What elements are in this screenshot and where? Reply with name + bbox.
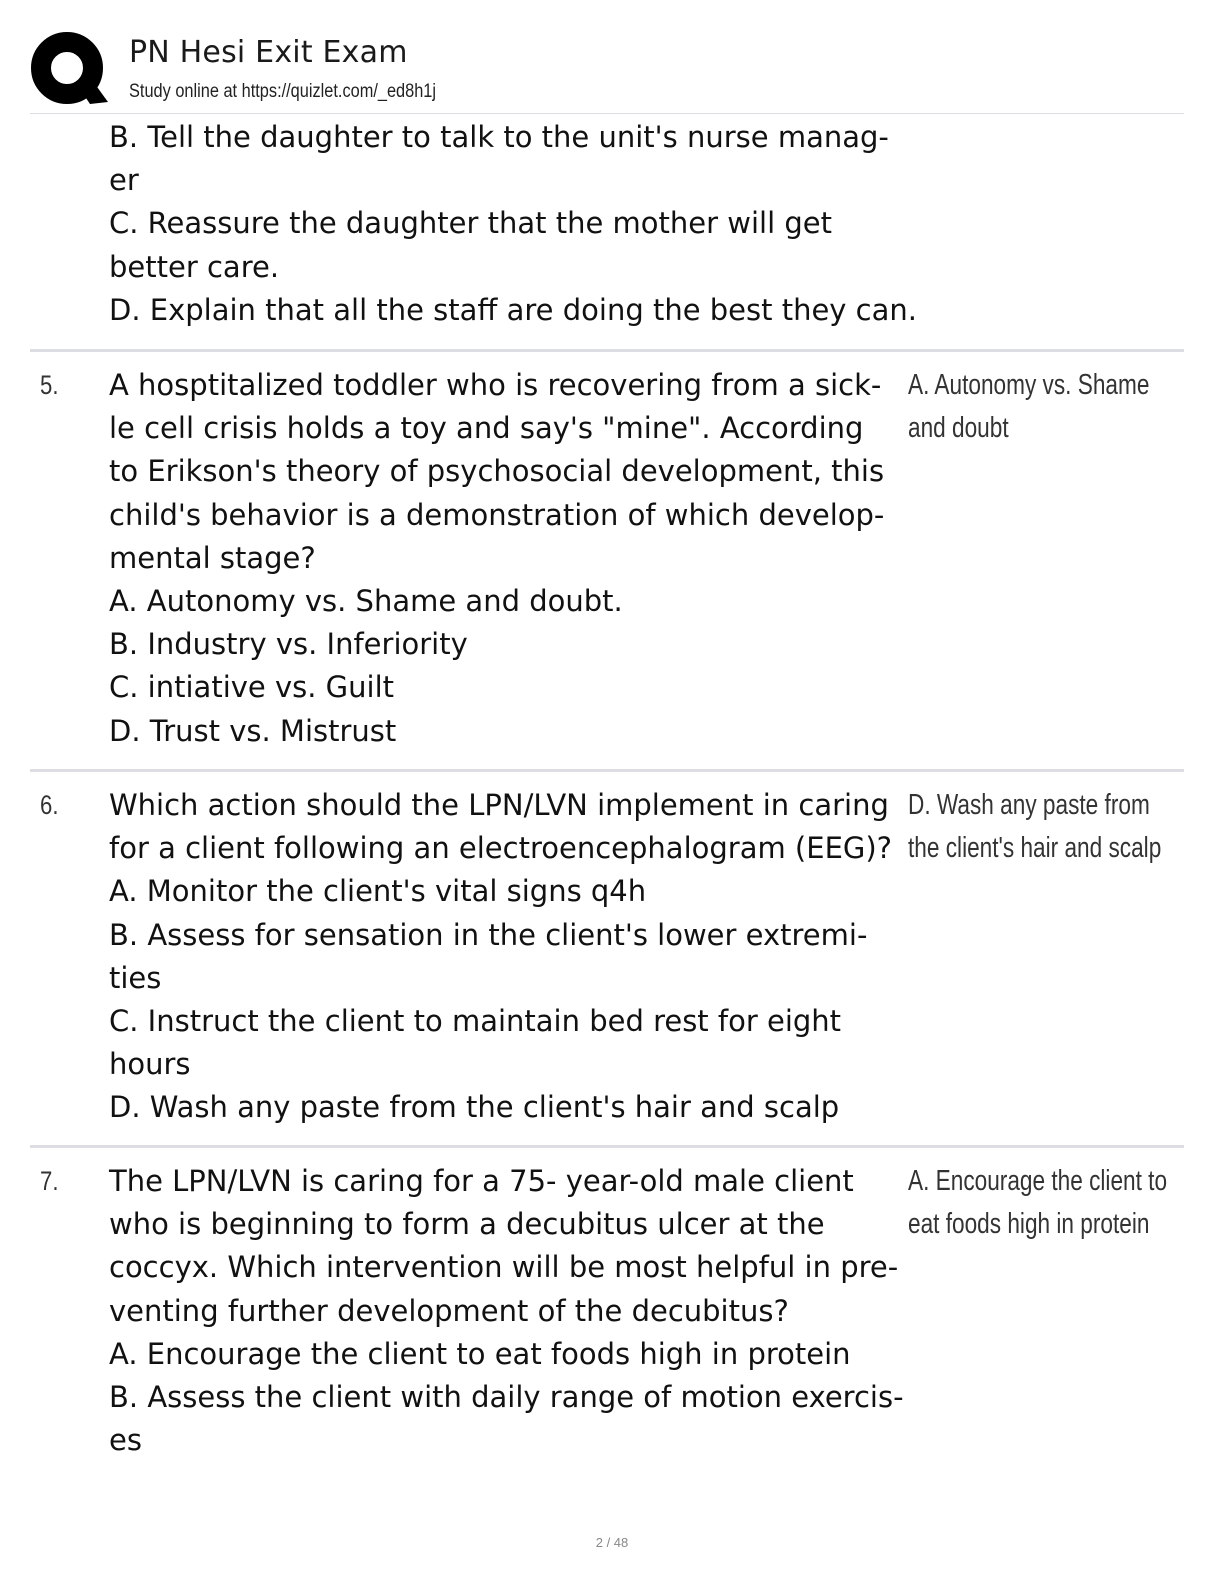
term-line: D. Trust vs. Mistrust <box>109 713 397 748</box>
term-line: C. Instruct the client to maintain bed rest for eight <box>109 1003 842 1038</box>
term-line: C. intiative vs. Guilt <box>109 670 395 705</box>
term-line: mental stage? <box>109 540 316 575</box>
card-divider <box>30 769 1184 772</box>
page-indicator: 2 / 48 <box>595 1535 629 1550</box>
page-header <box>0 0 1224 116</box>
card-number: 6. <box>40 790 59 820</box>
term-line: D. Explain that all the staff are doing the best they can. <box>109 292 917 327</box>
card-number: 7. <box>40 1166 59 1196</box>
term-line: B. Tell the daughter to talk to the unit's nurse manag- <box>109 120 889 154</box>
study-online-link[interactable]: Study online at https://quizlet.com/_ed8h1j <box>129 81 437 102</box>
card-number: 5. <box>40 370 59 400</box>
card-definition <box>908 364 1150 450</box>
quizlet-q-logo-icon <box>30 30 108 108</box>
term-line: le cell crisis holds a toy and say's "mine". According <box>109 411 864 446</box>
card-term <box>109 364 909 753</box>
card-definition <box>908 784 1162 870</box>
definition-line: and doubt <box>908 412 1009 445</box>
definition-line: the client's hair and scalp <box>908 832 1162 865</box>
card-term <box>109 1160 909 1462</box>
definition-line: A. Autonomy vs. Shame <box>908 369 1150 401</box>
term-line: coccyx. Which intervention will be most helpful in pre- <box>109 1250 899 1285</box>
card-continuation-term <box>109 116 917 332</box>
definition-line: D. Wash any paste from <box>908 789 1150 821</box>
term-line: hours <box>109 1047 191 1082</box>
definition-line: eat foods high in protein <box>908 1208 1150 1241</box>
term-line: child's behavior is a demonstration of which develop- <box>109 497 885 532</box>
term-line: A. Encourage the client to eat foods high in protein <box>109 1336 851 1371</box>
card-divider <box>30 1145 1184 1148</box>
term-line: B. Industry vs. Inferiority <box>109 627 468 662</box>
definition-line: A. Encourage the client to <box>908 1165 1168 1197</box>
term-line: Which action should the LPN/LVN implement in caring <box>109 788 889 822</box>
term-line: B. Assess for sensation in the client's lower extremi- <box>109 917 868 952</box>
term-line: better care. <box>109 249 280 284</box>
term-line: venting further development of the decubitus? <box>109 1293 789 1328</box>
term-line: for a client following an electroencephalogram (EEG)? <box>109 831 893 866</box>
card-definition <box>908 1160 1168 1246</box>
term-line: to Erikson's theory of psychosocial development, this <box>109 454 885 489</box>
term-line: er <box>109 163 139 198</box>
term-line: The LPN/LVN is caring for a 75- year-old male client <box>109 1164 854 1198</box>
term-line: A hosptitalized toddler who is recovering from a sick- <box>109 368 882 402</box>
card-term <box>109 784 909 1130</box>
header-divider <box>30 113 1184 114</box>
card-divider <box>30 349 1184 352</box>
term-line: A. Monitor the client's vital signs q4h <box>109 874 647 909</box>
term-line: ties <box>109 960 162 995</box>
term-line: B. Assess the client with daily range of motion exercis- <box>109 1379 904 1414</box>
document-title: PN Hesi Exit Exam <box>129 35 408 70</box>
term-line: D. Wash any paste from the client's hair and scalp <box>109 1090 840 1125</box>
term-line: es <box>109 1423 142 1458</box>
term-line: A. Autonomy vs. Shame and doubt. <box>109 583 623 618</box>
term-line: C. Reassure the daughter that the mother will get <box>109 206 832 241</box>
term-line: who is beginning to form a decubitus ulcer at the <box>109 1207 825 1242</box>
